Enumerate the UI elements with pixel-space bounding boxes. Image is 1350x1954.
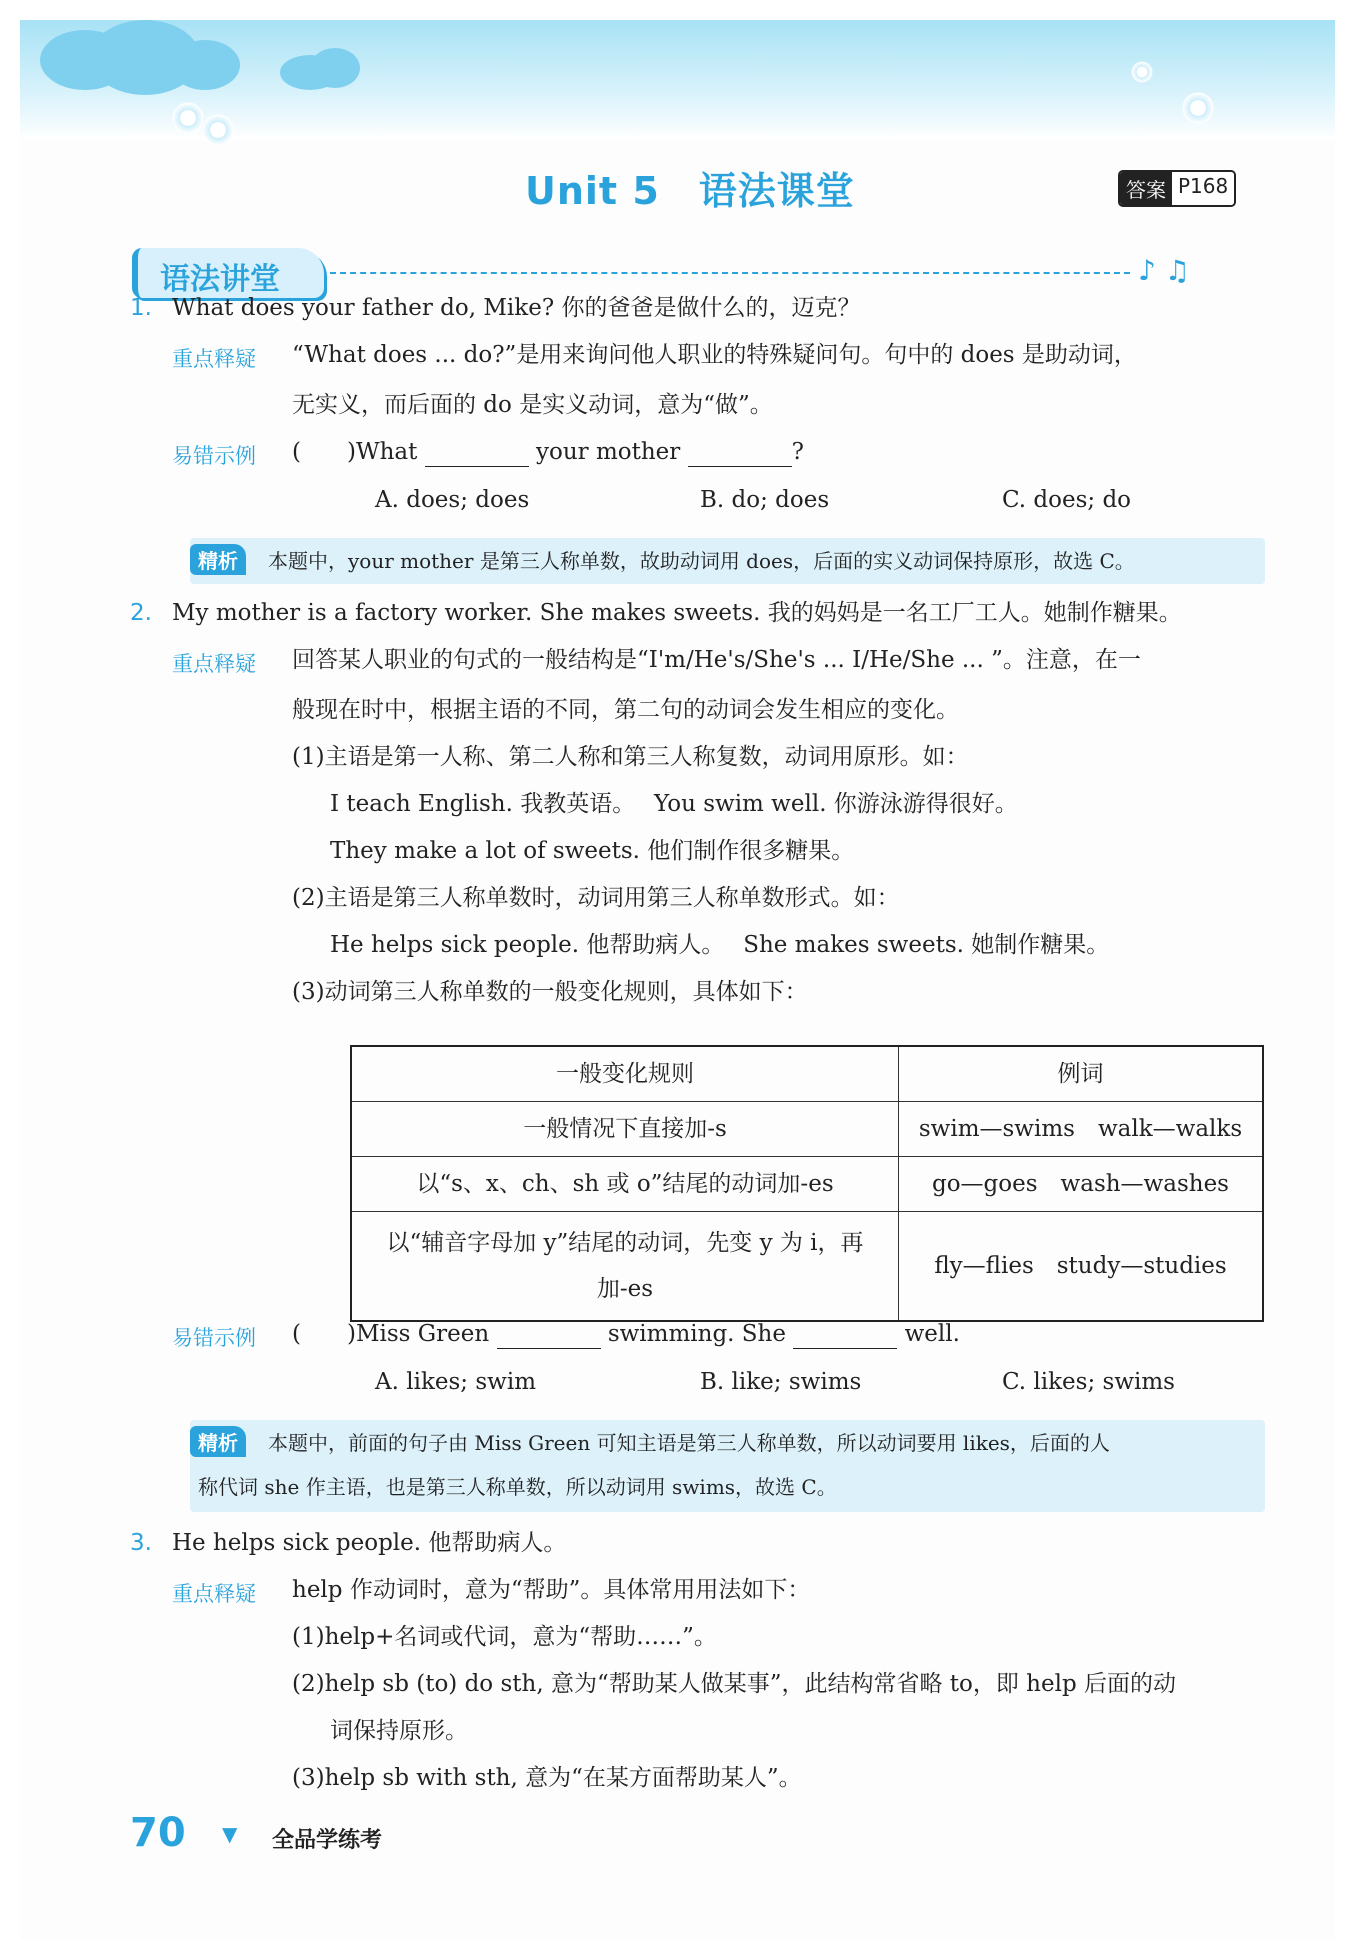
point-line: 词保持原形。 [330, 1718, 468, 1744]
point-line: (3)动词第三人称单数的一般变化规则，具体如下： [292, 979, 808, 1005]
table-row [351, 1101, 1263, 1156]
rule-cell: 以“辅音字母加 y”结尾的动词，先变 y 为 i，再加-es [351, 1211, 899, 1321]
explain-line: 回答某人职业的句式的一般结构是“I'm/He's/She's ... I/He/She ... ”。注意，在一 [292, 647, 1141, 673]
table-row [351, 1156, 1263, 1211]
header-banner [20, 20, 1335, 140]
option-b: B. do; does [700, 487, 830, 513]
answer-blank[interactable] [425, 444, 529, 467]
option-c: C. likes; swims [1002, 1369, 1175, 1395]
rule-cell: 一般情况下直接加-s [351, 1101, 899, 1156]
example-label: 易错示例 [172, 1326, 256, 1350]
flower-icon [200, 112, 236, 148]
rules-table [350, 1045, 1264, 1322]
answer-page: P168 [1172, 172, 1234, 205]
point-line: I teach English. 我教英语。 You swim well. 你游泳游得很好。 [330, 791, 1018, 817]
item-number: 2. [130, 600, 152, 626]
option-a: A. does; does [375, 487, 530, 513]
example-question [292, 437, 804, 467]
point-line: (2)help sb (to) do sth, 意为“帮助某人做某事”，此结构常省略 to，即 help 后面的动 [292, 1671, 1176, 1697]
page-number: 70 [130, 1810, 186, 1856]
point-line: (2)主语是第三人称单数时，动词用第三人称单数形式。如： [292, 885, 900, 911]
example-cell: swim—swims walk—walks [899, 1101, 1264, 1156]
point-line: They make a lot of sweets. 他们制作很多糖果。 [330, 838, 855, 864]
music-notes-icon: ♪ ♫ [1138, 254, 1190, 287]
answer-paren: ( ) [292, 1321, 356, 1347]
answer-reference [1118, 170, 1236, 207]
answer-blank[interactable] [688, 444, 792, 467]
item-sentence: What does your father do, Mike? 你的爸爸是做什么的，迈克？ [172, 295, 861, 321]
flower-icon [1130, 60, 1154, 84]
page-title: Unit 5 语法课堂 [525, 169, 855, 213]
analysis-label: 精析 [190, 1426, 246, 1457]
page [20, 20, 1335, 1940]
answer-paren: ( ) [292, 439, 356, 465]
analysis-line: 称代词 she 作主语，也是第三人称单数，所以动词用 swims，故选 C。 [198, 1475, 837, 1499]
example-cell: fly—flies study—studies [899, 1211, 1264, 1321]
question-part: swimming. She [607, 1321, 786, 1347]
table-header-row [351, 1046, 1263, 1101]
analysis-line: 本题中，前面的句子由 Miss Green 可知主语是第三人称单数，所以动词要用 likes，后面的人 [268, 1431, 1110, 1455]
analysis-label: 精析 [190, 544, 246, 575]
explain-line: “What does ... do?”是用来询问他人职业的特殊疑问句。句中的 does 是助动词， [292, 342, 1137, 368]
question-part: What [355, 439, 418, 465]
question-part: Miss Green [355, 1321, 490, 1347]
analysis-box [190, 1420, 1265, 1512]
answer-blank[interactable] [793, 1326, 897, 1349]
point-line: (1)主语是第一人称、第二人称和第三人称复数，动词用原形。如： [292, 744, 969, 770]
option-a: A. likes; swim [375, 1369, 537, 1395]
chevron-down-icon: ▼ [222, 1822, 238, 1846]
cloud-icon [170, 40, 240, 90]
explain-label: 重点释疑 [172, 1582, 256, 1606]
answer-label: 答案 [1120, 172, 1172, 205]
item-number: 3. [130, 1530, 152, 1556]
example-cell: go—goes wash—washes [899, 1156, 1264, 1211]
item-number: 1. [130, 295, 152, 321]
book-name: 全品学练考 [272, 1828, 383, 1853]
question-part: well. [904, 1321, 960, 1347]
section-divider [330, 272, 1130, 274]
table-header: 一般变化规则 [351, 1046, 899, 1101]
section-title: 语法讲堂 [160, 262, 280, 297]
explain-label: 重点释疑 [172, 347, 256, 371]
example-label: 易错示例 [172, 444, 256, 468]
flower-icon [1180, 90, 1216, 126]
explain-line: 般现在时中，根据主语的不同，第二句的动词会发生相应的变化。 [292, 697, 959, 723]
cloud-icon [310, 48, 360, 88]
rule-cell: 以“s、x、ch、sh 或 o”结尾的动词加-es [351, 1156, 899, 1211]
analysis-box [190, 538, 1265, 584]
point-line: He helps sick people. 他帮助病人。 She makes sweets. 她制作糖果。 [330, 932, 1110, 958]
table-row [351, 1211, 1263, 1321]
section-heading [132, 248, 324, 298]
option-b: B. like; swims [700, 1369, 862, 1395]
option-c: C. does; do [1002, 487, 1132, 513]
point-line: (3)help sb with sth, 意为“在某方面帮助某人”。 [292, 1765, 802, 1791]
example-question [292, 1319, 960, 1349]
point-line: (1)help+名词或代词，意为“帮助……”。 [292, 1624, 717, 1650]
analysis-line: 本题中，your mother 是第三人称单数，故助动词用 does，后面的实义动词保持原形，故选 C。 [268, 549, 1135, 573]
table-header: 例词 [899, 1046, 1264, 1101]
question-part: ? [791, 439, 804, 465]
question-part: your mother [536, 439, 681, 465]
item-sentence: He helps sick people. 他帮助病人。 [172, 1530, 567, 1556]
explain-line: help 作动词时，意为“帮助”。具体常用用法如下： [292, 1577, 811, 1603]
explain-line: 无实义，而后面的 do 是实义动词，意为“做”。 [292, 392, 773, 418]
item-sentence: My mother is a factory worker. She makes sweets. 我的妈妈是一名工厂工人。她制作糖果。 [172, 600, 1182, 626]
answer-blank[interactable] [497, 1326, 601, 1349]
explain-label: 重点释疑 [172, 652, 256, 676]
